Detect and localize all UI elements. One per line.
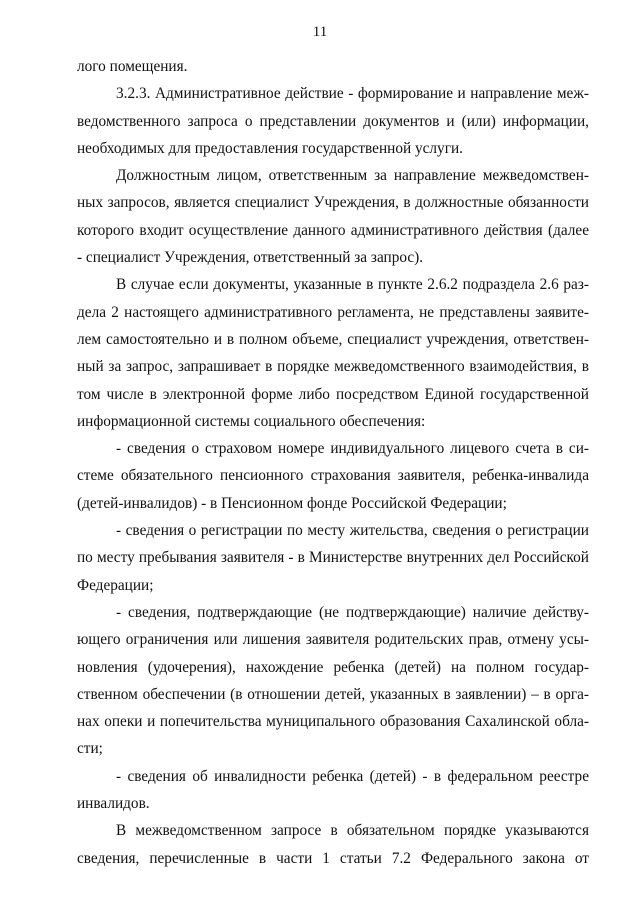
text-line: лем самостоятельно и в полном объеме, специалист учреждения, ответствен- bbox=[77, 330, 589, 348]
text-line: лого помещения. bbox=[77, 58, 188, 75]
text-line: сведения, перечисленные в части 1 статьи 7.2 Федерального закона от bbox=[77, 849, 589, 867]
text-line: - сведения о регистрации по месту жительства, сведения о регистрации bbox=[116, 522, 589, 540]
text-line: дела 2 настоящего административного регламента, не представлены заявите- bbox=[77, 303, 589, 321]
text-line: информационной системы социального обеспечения: bbox=[77, 412, 426, 430]
text-line: ных запросов, является специалист Учреждения, в должностные обязанности bbox=[77, 194, 589, 212]
text-line: которого входит осуществление данного административного действия (далее bbox=[77, 221, 589, 239]
text-line: том числе в электронной форме либо посредством Единой государственной bbox=[77, 385, 589, 403]
text-line: необходимых для предоставления государственной услуги. bbox=[77, 139, 463, 157]
text-line: В межведомственном запросе в обязательном порядке указываются bbox=[116, 822, 589, 840]
text-line: - специалист Учреждения, ответственный за запрос). bbox=[77, 249, 424, 267]
text-line: (детей-инвалидов) - в Пенсионном фонде Российской Федерации; bbox=[77, 494, 507, 512]
text-line: новления (удочерения), нахождение ребенка (детей) на полном государ- bbox=[77, 658, 589, 676]
text-line: - сведения об инвалидности ребенка (детей) - в федеральном реестре bbox=[116, 767, 589, 785]
text-line: - сведения о страховом номере индивидуального лицевого счета в си- bbox=[116, 440, 589, 458]
text-line: Федерации; bbox=[77, 576, 154, 594]
text-line: ственном обеспечении (в отношении детей, указанных в заявлении) – в орга- bbox=[77, 685, 589, 703]
text-line: В случае если документы, указанные в пункте 2.6.2 подраздела 2.6 раз- bbox=[116, 276, 589, 294]
text-line: ведомственного запроса о представлении документов и (или) информации, bbox=[77, 112, 589, 130]
text-line: сти; bbox=[77, 740, 103, 758]
page-number: 11 bbox=[312, 24, 328, 40]
text-line: инвалидов. bbox=[77, 795, 150, 813]
text-line: стеме обязательного пенсионного страхования заявителя, ребенка-инвалида bbox=[77, 467, 589, 485]
text-line: 3.2.3. Административное действие - формирование и направление меж- bbox=[116, 85, 589, 103]
text-line: Должностным лицом, ответственным за направление межведомствен- bbox=[116, 167, 589, 185]
text-line: нах опеки и попечительства муниципального образования Сахалинской обла- bbox=[77, 713, 589, 731]
text-line: ющего ограничения или лишения заявителя родительских прав, отмену усы- bbox=[77, 631, 589, 649]
text-line: ный за запрос, запрашивает в порядке межведомственного взаимодействия, в bbox=[77, 358, 589, 376]
text-line: по месту пребывания заявителя - в Министерстве внутренних дел Российской bbox=[77, 549, 589, 567]
text-line: - сведения, подтверждающие (не подтверждающие) наличие действу- bbox=[116, 603, 589, 621]
document-body bbox=[77, 53, 589, 872]
